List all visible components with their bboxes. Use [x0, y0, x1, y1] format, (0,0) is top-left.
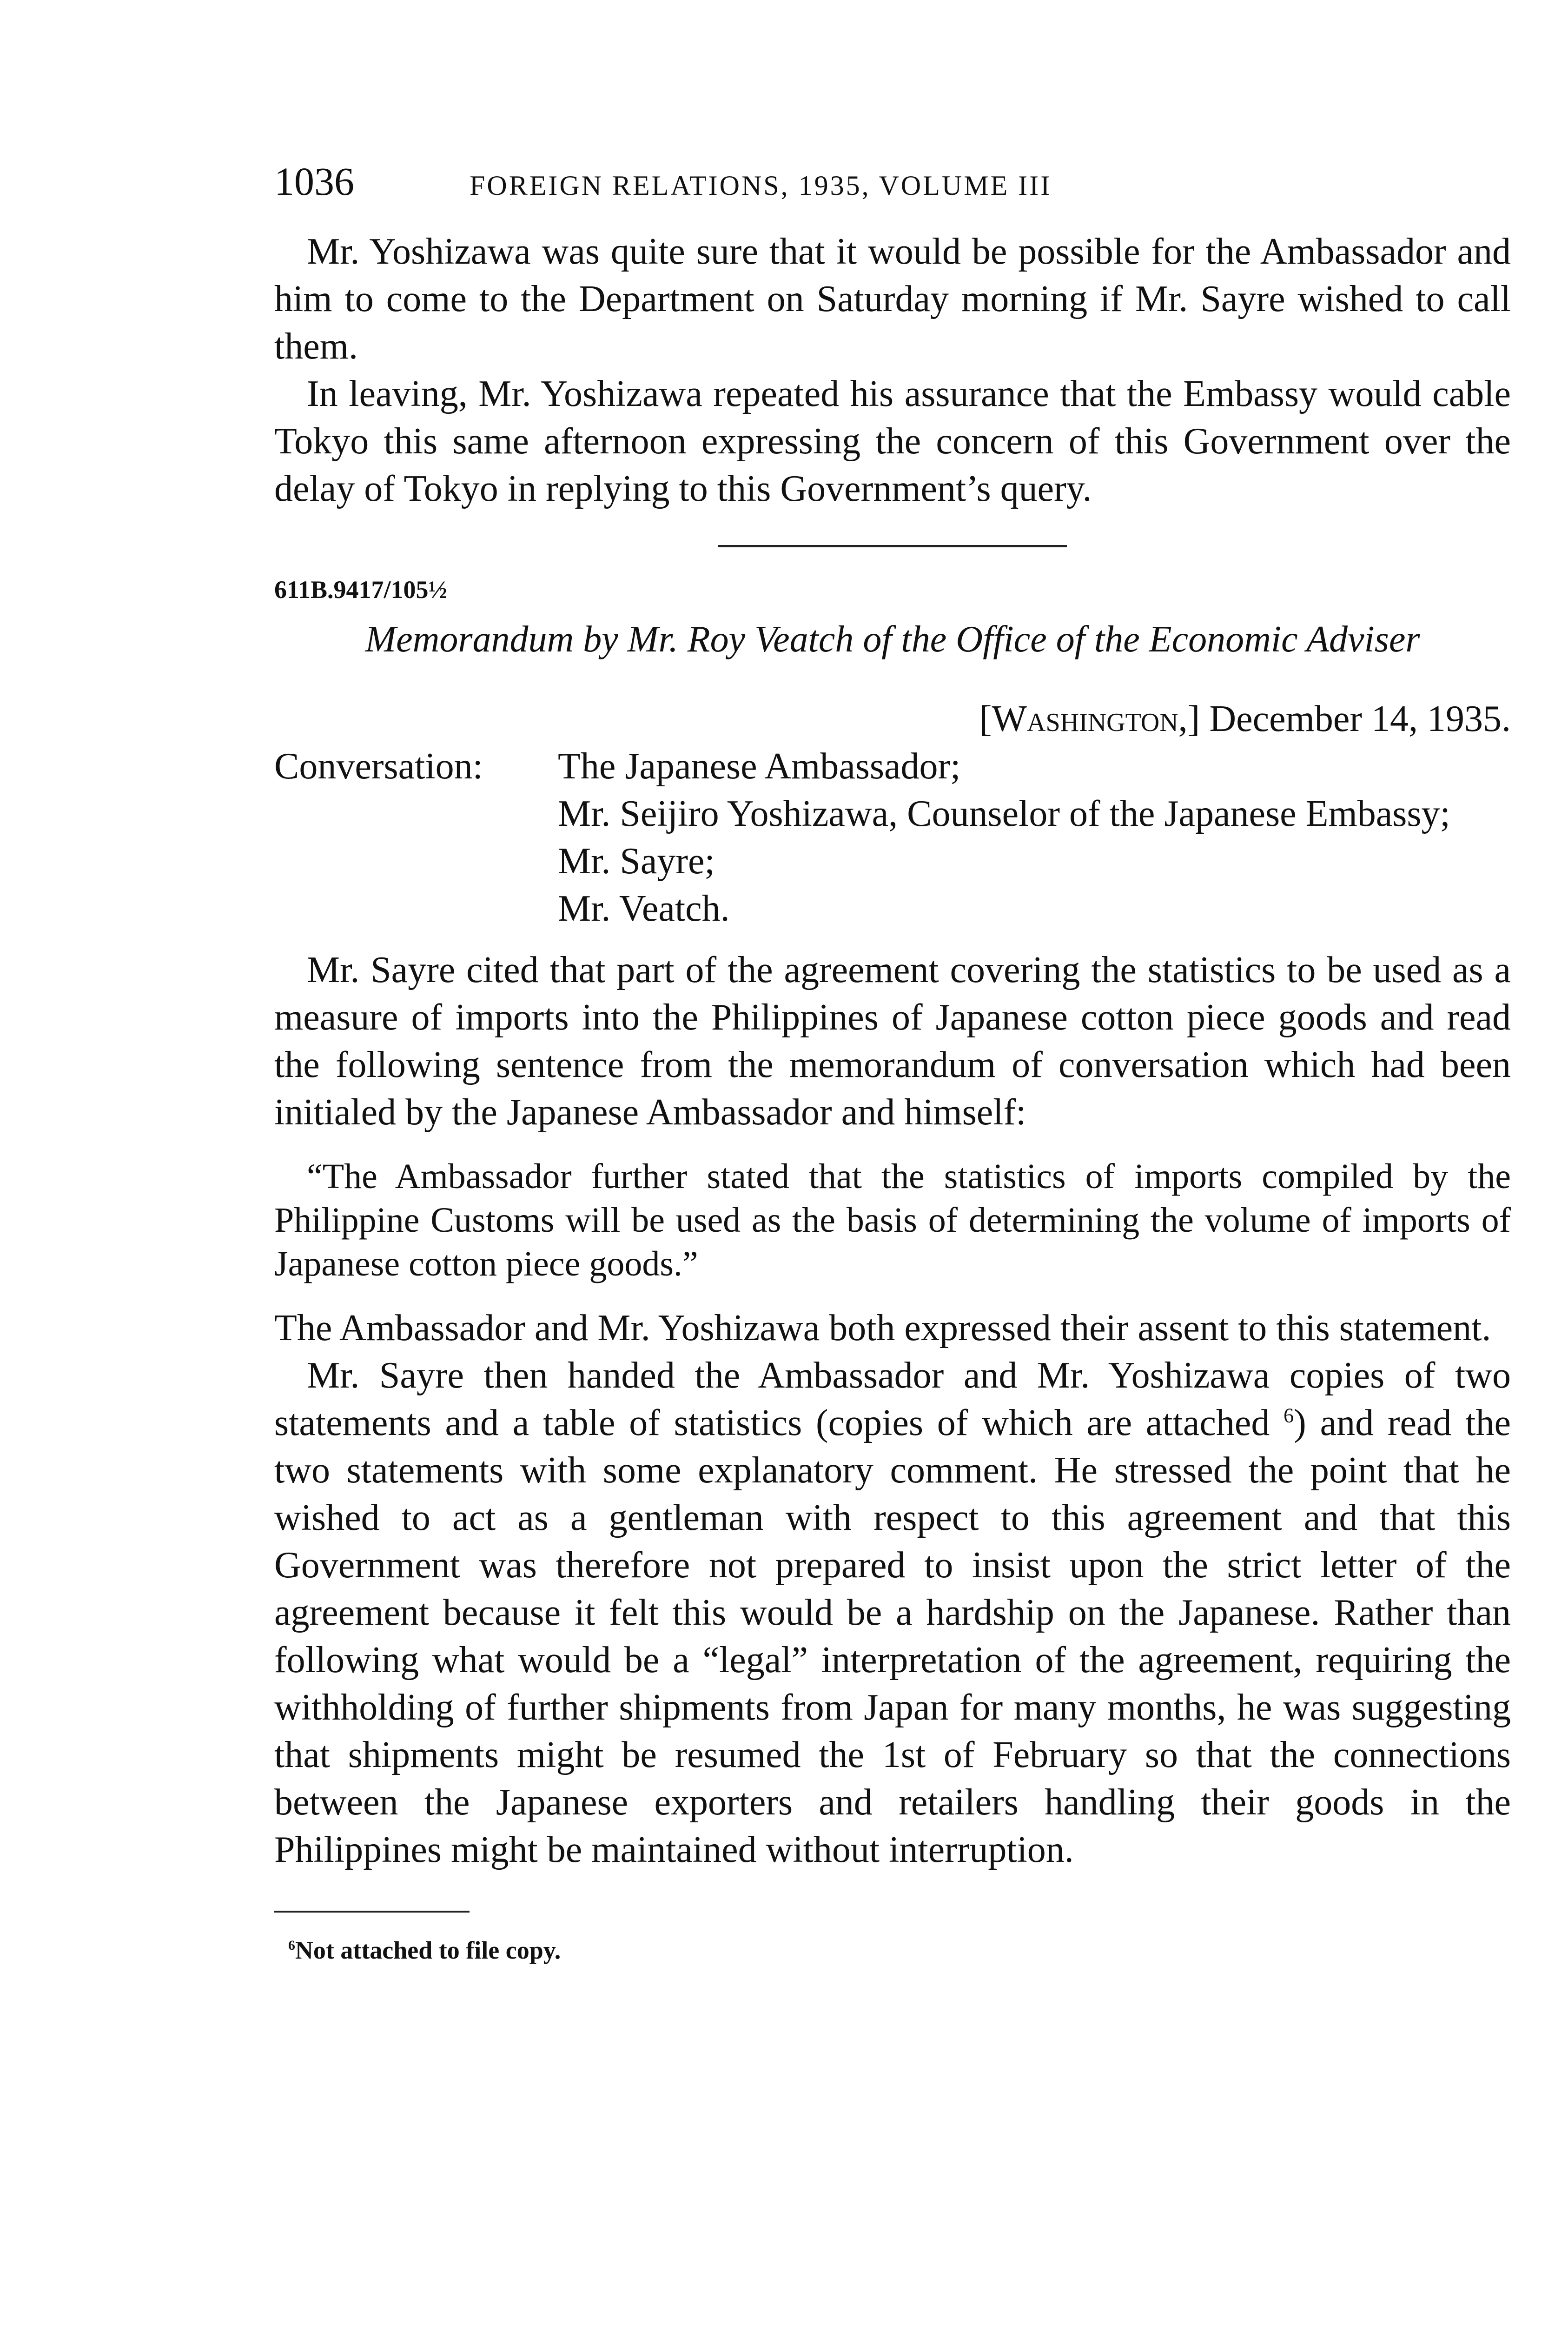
- conversation-label: Conversation:: [274, 746, 483, 787]
- participant: Mr. Seijiro Yoshizawa, Counselor of the Japanese Embassy;: [558, 793, 1450, 834]
- footnote-mark: 6: [288, 1938, 295, 1953]
- footnote-divider: [274, 1911, 470, 1913]
- quote-text: “The Ambassador further stated that the statistics of imports compiled by the Philippine Customs will be used as the basis of determining the volume of imports of Japanese cotton piece goods.”: [274, 1157, 1511, 1283]
- section-divider: [718, 545, 1067, 547]
- page-header: [274, 158, 1511, 228]
- paragraph-cited: Mr. Sayre cited that part of the agreement covering the statistics to be used as a measure of imports into the Philippines of Japanese cotton piece goods and read the following sentence from the memorandum of conversation which had been initialed by the Japanese Ambassador and himself:: [274, 950, 1511, 1133]
- footnote-text: Not attached to file copy.: [295, 1936, 561, 1964]
- dateline-place: [Washington,]: [979, 698, 1200, 739]
- footnote-reference[interactable]: 6: [1284, 1404, 1294, 1427]
- memo-title: Memorandum by Mr. Roy Veatch of the Office of the Economic Adviser: [365, 619, 1420, 660]
- page-number: 1036: [274, 159, 354, 204]
- footnote: [274, 1936, 1511, 1965]
- block-quote: [274, 1155, 1511, 1286]
- participant: Mr. Veatch.: [558, 888, 730, 929]
- participant: Mr. Sayre;: [558, 841, 715, 882]
- dateline-date: December 14, 1935.: [1209, 698, 1511, 739]
- running-title: FOREIGN RELATIONS, 1935, VOLUME III: [470, 170, 1052, 201]
- dateline: [274, 695, 1511, 743]
- participant: The Japanese Ambassador;: [558, 746, 961, 787]
- conversation-block: [274, 743, 1511, 932]
- paragraph-handed-text-start: Mr. Sayre then handed the Ambassador and Mr. Yoshizawa copies of two statements and a table of statistics (copies of which are attached: [274, 1355, 1511, 1443]
- paragraph-call-them: Mr. Yoshizawa was quite sure that it would be possible for the Ambassador and him to come to the Department on Saturday morning if Mr. Sayre wished to call them.: [274, 231, 1511, 367]
- paragraph-handed: [274, 1352, 1511, 1873]
- file-number: 611B.9417/105½: [274, 576, 448, 604]
- paragraph-assent: The Ambassador and Mr. Yoshizawa both expressed their assent to this statement.: [274, 1308, 1491, 1348]
- participant-list: [558, 743, 1511, 932]
- paragraph-handed-text-end: ) and read the two statements with some explanatory comment. He stressed the point that he wished to act as a gentleman with respect to this agreement and that this Government was therefore not prepared to insist upon the strict letter of the agreement because it felt this would be a hardship on the Japanese. Rather than following what would be a “legal” interpretation of the agreement, requiring the withholding of further shipments from Japan for many months, he was suggesting that shipments might be resumed the 1st of February so that the connections between the Japanese exporters and retailers handling their goods in the Philippines might be maintained without interruption.: [274, 1402, 1511, 1870]
- paragraph-leaving: In leaving, Mr. Yoshizawa repeated his assurance that the Embassy would cable Tokyo this same afternoon expressing the concern of this Government over the delay of Tokyo in replying to this Government’s query.: [274, 373, 1511, 509]
- document-page: [274, 158, 1511, 1965]
